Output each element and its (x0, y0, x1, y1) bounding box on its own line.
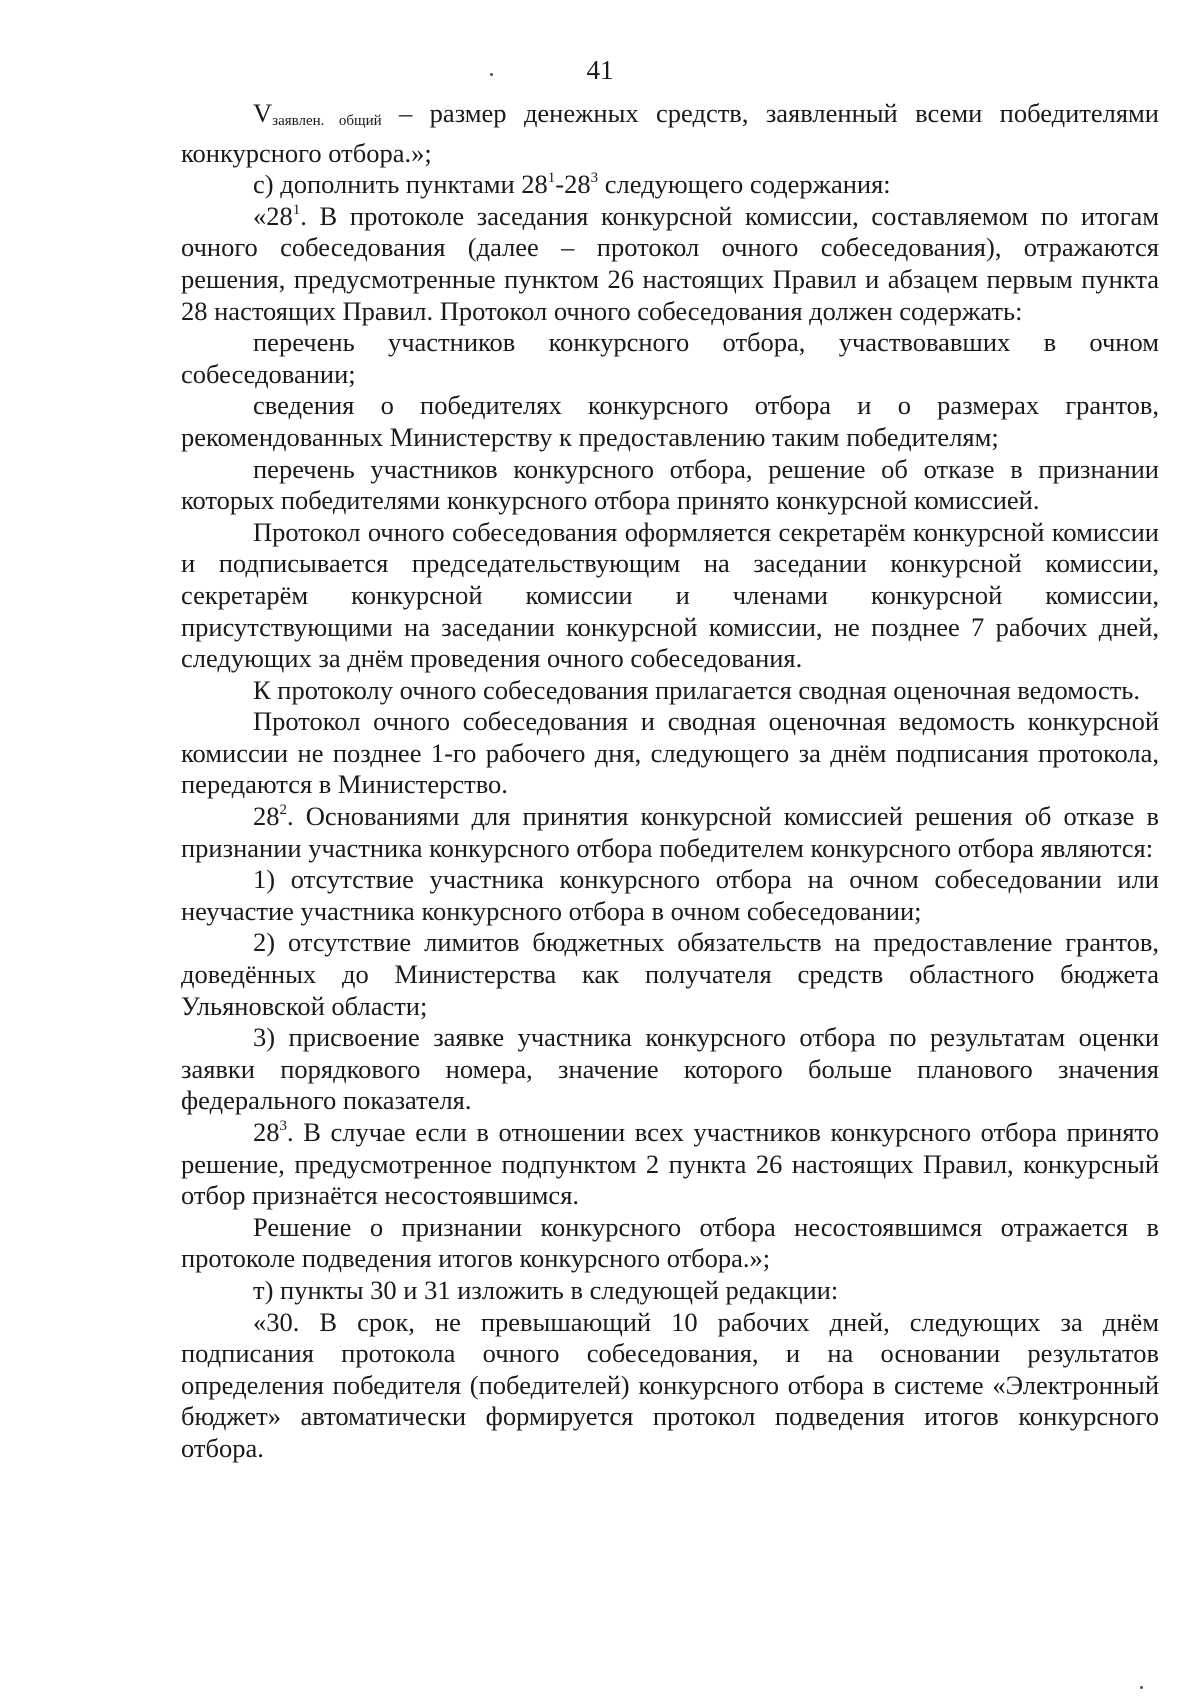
p282-start: 28 (253, 801, 280, 832)
p281-start: «28 (253, 200, 293, 231)
scan-speck (1140, 1686, 1143, 1689)
document-body (181, 98, 1159, 1465)
paragraph-v-definition (181, 98, 1159, 169)
c-end: следующего содержания: (598, 169, 891, 200)
ground-item-2: 2) отсутствие лимитов бюджетных обязательств на предоставление грантов, доведённых до Министерства как получателя средств областного бюджета Ульяновской области; (181, 927, 1159, 1021)
ground-item-1: 1) отсутствие участника конкурсного отбора на очном собеседовании или неучастие участника конкурсного отбора в очном собеседовании; (181, 864, 1159, 926)
p281-sup: 1 (292, 201, 301, 218)
v-symbol: V (253, 98, 273, 128)
paragraph-30: «30. В срок, не превышающий 10 рабочих дней, следующих за днём подписания протокола очного собеседования, и на основании результатов определения победителя (победителей) конкурсного отбора в системе «Электронный бюджет» автоматически формируется протокол подведения итогов конкурсного отбора. (181, 1306, 1159, 1463)
paragraph-protocol: Протокол очного собеседования оформляется секретарём конкурсной комиссии и подписывается председательствующим на заседании конкурсной комиссии, секретарём конкурсной комиссии и членами конкурсной комиссии, присутствующими на заседании конкурсной комиссии, не позднее 7 рабочих дней, следующих за днём проведения очного собеседования. (181, 516, 1159, 674)
paragraph-c-addition (181, 169, 1159, 201)
page-number: 41 (586, 55, 614, 85)
paragraph-28-1 (181, 201, 1159, 327)
c-start: с) дополнить пунктами 28 (253, 169, 548, 200)
paragraph-28-3 (181, 1117, 1159, 1212)
v-subscript: заявлен. общий (272, 113, 382, 129)
ground-item-3: 3) присвоение заявке участника конкурсного отбора по результатам оценки заявки порядкового номера, значение которого больше планового значения федерального показателя. (181, 1022, 1159, 1116)
list-item-winners: сведения о победителях конкурсного отбора и о размерах грантов, рекомендованных Министерству к предоставлению таким победителям; (181, 390, 1159, 452)
p283-sup: 3 (279, 1118, 287, 1134)
p281-text: . В протоколе заседания конкурсной комиссии, составляемом по итогам очного собеседования (далее – протокол очного собеседования), отражаются решения, предусмотренные пунктом 26 настоящих Правил и абзацем первым пункта 28 настоящих Правил. Протокол очного собеседования должен содержать: (181, 200, 1159, 326)
paragraph-t-item: т) пункты 30 и 31 изложить в следующей редакции: (253, 1274, 839, 1305)
paragraph-28-2 (181, 801, 1159, 864)
p283-text: . В случае если в отношении всех участников конкурсного отбора принято решение, предусмотренное подпунктом 2 пункта 26 настоящих Правил, конкурсный отбор признаётся несостоявшимся. (181, 1117, 1159, 1211)
paragraph-attachment: К протоколу очного собеседования прилагается сводная оценочная ведомость. (253, 674, 1140, 705)
c-sup-1: 1 (547, 170, 556, 187)
paragraph-transfer: Протокол очного собеседования и сводная оценочная ведомость конкурсной комиссии не позднее 1-го рабочего дня, следующего за днём подписания протокола, передаются в Министерство. (181, 706, 1159, 800)
v-definition-text: – размер денежных средств, заявленный всеми победителями конкурсного отбора.»; (181, 98, 1159, 168)
paragraph-decision: Решение о признании конкурсного отбора несостоявшимся отражается в протоколе подведения итогов конкурсного отбора.»; (181, 1211, 1159, 1274)
c-mid: -28 (555, 169, 591, 200)
scan-speck (490, 73, 493, 76)
p282-text: . Основаниями для принятия конкурсной комиссией решения об отказе в признании участника конкурсного отбора победителем конкурсного отбора являются: (181, 801, 1159, 863)
p282-sup: 2 (279, 802, 287, 819)
list-item-refused: перечень участников конкурсного отбора, решение об отказе в признании которых победителями конкурсного отбора принято конкурсной комиссией. (181, 453, 1159, 516)
list-item-participants: перечень участников конкурсного отбора, участвовавших в очном собеседовании; (181, 327, 1159, 389)
c-sup-3: 3 (590, 170, 599, 187)
p283-start: 28 (253, 1117, 280, 1147)
